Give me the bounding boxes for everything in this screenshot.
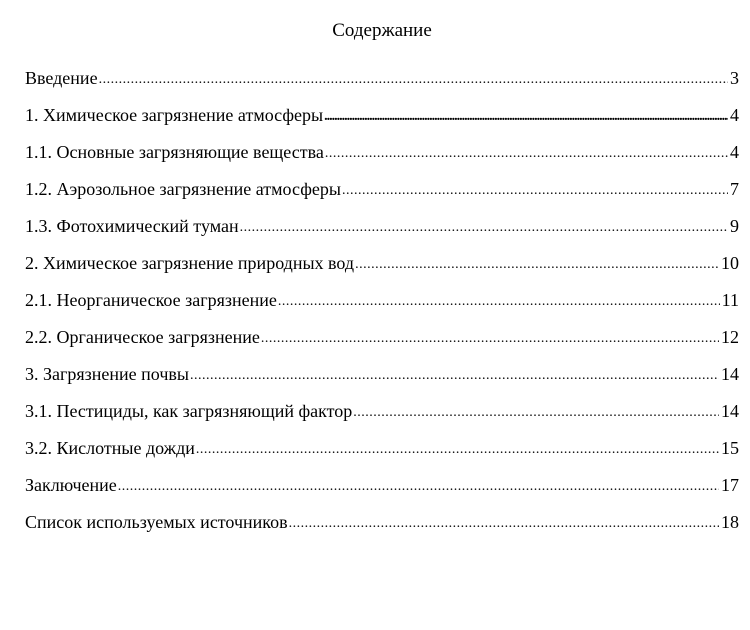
toc-entry-page: 10 — [721, 253, 739, 273]
toc-entry-label: 1.3. Фотохимический туман — [25, 216, 239, 236]
table-of-contents — [25, 67, 739, 548]
toc-entry-section-3-1 — [25, 400, 739, 437]
toc-entry-label: 3. Загрязнение почвы — [25, 364, 189, 384]
toc-entry-label: 2.2. Органическое загрязнение — [25, 327, 260, 347]
dot-leader — [353, 399, 719, 424]
dot-leader — [324, 103, 728, 128]
dot-leader — [278, 288, 720, 313]
toc-entry-page: 15 — [721, 438, 739, 458]
toc-entry-label: 1.1. Основные загрязняющие вещества — [25, 142, 324, 162]
toc-entry-page: 14 — [721, 401, 739, 421]
toc-title: Содержание — [332, 20, 432, 41]
toc-entry-page: 4 — [730, 142, 739, 162]
toc-entry-page: 3 — [730, 68, 739, 88]
toc-entry-conclusion — [25, 474, 739, 511]
toc-entry-page: 4 — [730, 105, 739, 125]
toc-entry-section-1-2 — [25, 178, 739, 215]
toc-entry-page: 11 — [721, 290, 739, 310]
toc-entry-page: 18 — [721, 512, 739, 532]
toc-entry-page: 12 — [721, 327, 739, 347]
dot-leader — [99, 66, 728, 91]
dot-leader — [261, 325, 719, 350]
dot-leader — [190, 362, 719, 387]
toc-entry-section-2-1 — [25, 289, 739, 326]
dot-leader — [325, 140, 728, 165]
toc-entry-section-1-1 — [25, 141, 739, 178]
dot-leader — [196, 436, 719, 461]
toc-entry-chapter-3 — [25, 363, 739, 400]
toc-entry-section-2-2 — [25, 326, 739, 363]
toc-entry-section-1-3 — [25, 215, 739, 252]
toc-entry-label: 2.1. Неорганическое загрязнение — [25, 290, 277, 310]
dot-leader — [355, 251, 719, 276]
toc-entry-section-3-2 — [25, 437, 739, 474]
toc-entry-label: Введение — [25, 68, 98, 88]
toc-entry-page: 17 — [721, 475, 739, 495]
toc-entry-label: 3.1. Пестициды, как загрязняющий фактор — [25, 401, 353, 421]
toc-entry-label: 2. Химическое загрязнение природных вод — [25, 253, 355, 273]
dot-leader — [118, 473, 719, 498]
toc-entry-label: 3.2. Кислотные дожди — [25, 438, 195, 458]
toc-entry-label: Список используемых источников — [25, 512, 288, 532]
toc-entry-introduction — [25, 67, 739, 104]
toc-entry-label: 1.2. Аэрозольное загрязнение атмосферы — [25, 179, 341, 199]
toc-entry-references — [25, 511, 739, 548]
toc-entry-chapter-1 — [25, 104, 739, 141]
dot-leader — [240, 214, 728, 239]
toc-entry-page: 9 — [730, 216, 739, 236]
toc-entry-page: 7 — [730, 179, 739, 199]
toc-entry-label: 1. Химическое загрязнение атмосферы — [25, 105, 324, 125]
dot-leader — [342, 177, 728, 202]
toc-entry-chapter-2 — [25, 252, 739, 289]
toc-entry-page: 14 — [721, 364, 739, 384]
dot-leader — [289, 510, 719, 535]
toc-entry-label: Заключение — [25, 475, 117, 495]
